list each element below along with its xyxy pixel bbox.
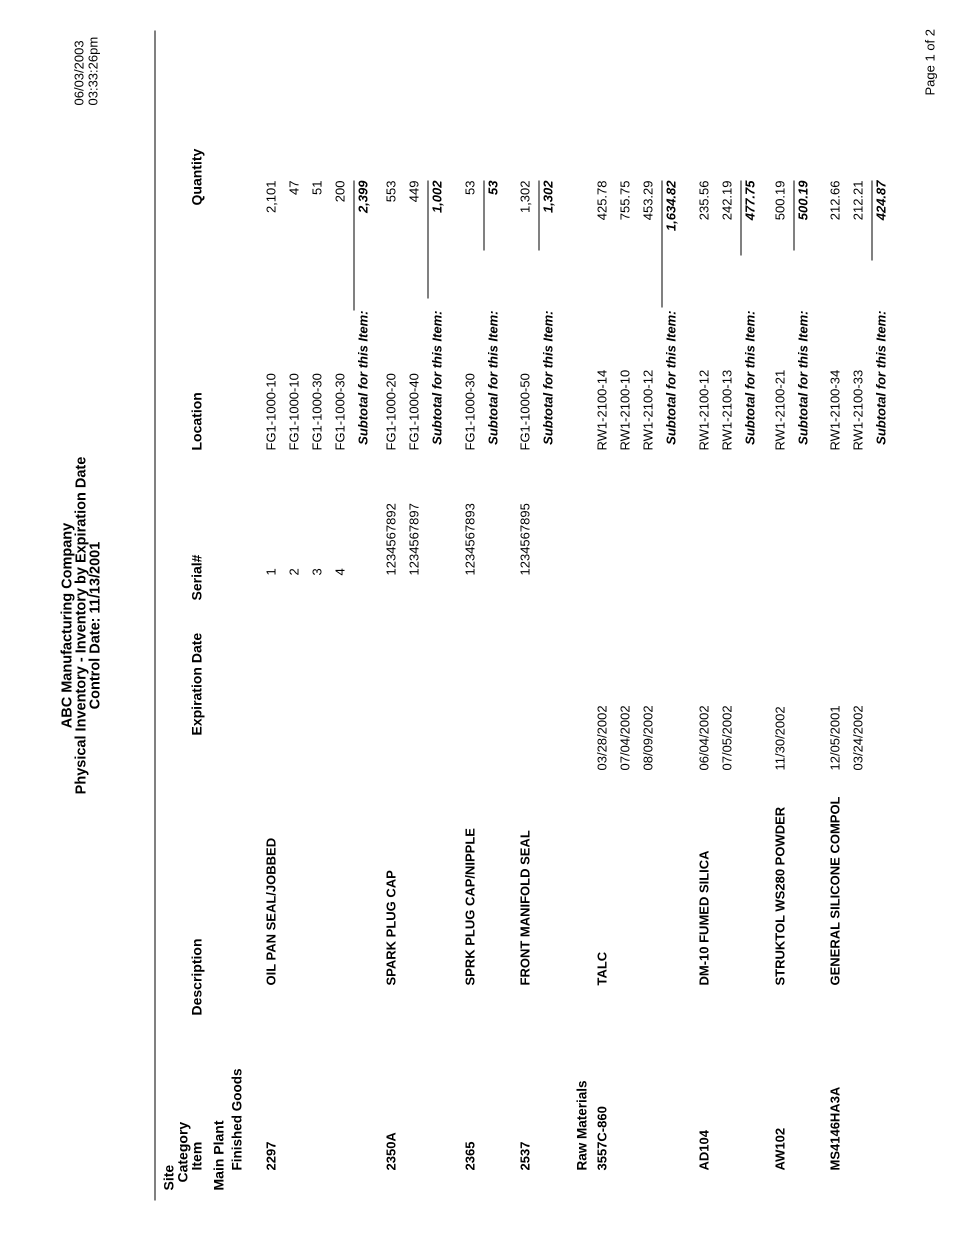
- subtotal-rule: [793, 180, 794, 250]
- print-time: 03:33:26pm: [85, 36, 100, 105]
- item-number: AD104: [696, 1129, 711, 1170]
- location: RW1-2100-33: [850, 369, 865, 450]
- subtotal-rule: [353, 180, 354, 310]
- expiration-date: 03/28/2002: [594, 704, 609, 770]
- control-date: Control Date: 11/13/2001: [87, 541, 103, 709]
- subtotal-value: 1,002: [429, 180, 444, 213]
- serial-number: 1234567892: [383, 502, 398, 575]
- category-name: Raw Materials: [574, 1079, 589, 1170]
- serial-number: 2: [286, 567, 301, 575]
- col-description: Description: [188, 937, 204, 1015]
- item-number: AW102: [772, 1127, 787, 1170]
- subtotal-rule: [427, 180, 428, 298]
- subtotal-value: 424.87: [873, 180, 888, 220]
- item-description: DM-10 FUMED SILICA: [696, 849, 711, 985]
- subtotal-label: Subtotal for this Item:: [355, 310, 370, 445]
- location: RW1-2100-12: [640, 369, 655, 450]
- col-serial: Serial#: [188, 554, 204, 600]
- quantity: 212.66: [827, 180, 842, 220]
- col-item: Item: [188, 1141, 204, 1170]
- subtotal-rule: [483, 180, 484, 250]
- item-description: GENERAL SILICONE COMPOL: [827, 796, 842, 985]
- expiration-date: 12/05/2001: [827, 704, 842, 770]
- serial-number: 1234567897: [406, 502, 421, 575]
- expiration-date: 08/09/2002: [640, 704, 655, 770]
- subtotal-label: Subtotal for this Item:: [795, 310, 810, 445]
- category-name: Finished Goods: [229, 1067, 244, 1170]
- location: RW1-2100-14: [594, 369, 609, 450]
- quantity: 553: [383, 180, 398, 202]
- item-description: STRUKTOL WS280 POWDER: [772, 806, 787, 985]
- subtotal-label: Subtotal for this Item:: [873, 310, 888, 445]
- report-title: Physical Inventory - Inventory by Expiration Date: [73, 456, 89, 794]
- site-name: Main Plant: [210, 1119, 226, 1190]
- quantity: 1,302: [517, 180, 532, 213]
- expiration-date: 07/04/2002: [617, 704, 632, 770]
- item-description: TALC: [594, 951, 609, 985]
- quantity: 2,101: [263, 180, 278, 213]
- item-number: 2297: [263, 1141, 278, 1170]
- quantity: 51: [309, 180, 324, 195]
- location: FG1-1000-30: [332, 372, 347, 450]
- quantity: 755.75: [617, 180, 632, 220]
- report-title-block: [60, 0, 102, 1250]
- location: FG1-1000-30: [309, 372, 324, 450]
- subtotal-label: Subtotal for this Item:: [742, 310, 757, 445]
- quantity: 453.29: [640, 180, 655, 220]
- col-quantity: Quantity: [188, 148, 204, 205]
- quantity: 235.56: [696, 180, 711, 220]
- subtotal-label: Subtotal for this Item:: [485, 310, 500, 445]
- expiration-date: 11/30/2002: [772, 705, 787, 770]
- col-expiration: Expiration Date: [188, 632, 204, 735]
- location: FG1-1000-20: [383, 372, 398, 450]
- page-number: Page 1 of 2: [922, 28, 937, 95]
- quantity: 425.78: [594, 180, 609, 220]
- location: RW1-2100-10: [617, 369, 632, 450]
- subtotal-value: 2,399: [355, 180, 370, 213]
- subtotal-label: Subtotal for this Item:: [429, 310, 444, 445]
- location: RW1-2100-12: [696, 369, 711, 450]
- item-description: SPARK PLUG CAP: [383, 869, 398, 985]
- company-name: ABC Manufacturing Company: [59, 522, 75, 728]
- serial-number: 1234567893: [462, 502, 477, 575]
- col-site: Site: [160, 1164, 176, 1190]
- subtotal-label: Subtotal for this Item:: [663, 310, 678, 445]
- location: FG1-1000-30: [462, 372, 477, 450]
- subtotal-rule: [740, 180, 741, 255]
- item-description: FRONT MANIFOLD SEAL: [517, 829, 532, 985]
- quantity: 53: [462, 180, 477, 195]
- col-location: Location: [188, 391, 204, 450]
- col-category: Category: [174, 1121, 190, 1182]
- subtotal-label: Subtotal for this Item:: [540, 310, 555, 445]
- serial-number: 1234567895: [517, 502, 532, 575]
- subtotal-value: 1,302: [540, 180, 555, 213]
- location: FG1-1000-50: [517, 372, 532, 450]
- quantity: 47: [286, 180, 301, 195]
- item-number: MS4146HA3A: [827, 1086, 842, 1170]
- item-description: SPRK PLUG CAP/NIPPLE: [462, 827, 477, 985]
- print-date: 06/03/2003: [71, 39, 86, 105]
- quantity: 212.21: [850, 180, 865, 220]
- item-number: 2365: [462, 1141, 477, 1170]
- item-number: 2537: [517, 1141, 532, 1170]
- header-top-rule-tail: [154, 30, 155, 140]
- subtotal-value: 477.75: [742, 180, 757, 220]
- expiration-date: 03/24/2002: [850, 704, 865, 770]
- location: FG1-1000-40: [406, 372, 421, 450]
- quantity: 200: [332, 180, 347, 202]
- quantity: 500.19: [772, 180, 787, 220]
- item-number: 3557C-860: [594, 1105, 609, 1170]
- subtotal-rule: [538, 180, 539, 250]
- location: RW1-2100-13: [719, 369, 734, 450]
- subtotal-value: 1,634.82: [663, 180, 678, 231]
- expiration-date: 06/04/2002: [696, 704, 711, 770]
- location: FG1-1000-10: [263, 372, 278, 450]
- location: RW1-2100-34: [827, 369, 842, 450]
- header-top-rule: [154, 30, 155, 1200]
- subtotal-rule: [661, 180, 662, 307]
- serial-number: 4: [332, 567, 347, 575]
- item-description: OIL PAN SEAL/JOBBED: [263, 837, 278, 985]
- serial-number: 1: [263, 567, 278, 575]
- quantity: 449: [406, 180, 421, 202]
- subtotal-rule: [871, 180, 872, 260]
- location: FG1-1000-10: [286, 372, 301, 450]
- subtotal-value: 500.19: [795, 180, 810, 220]
- quantity: 242.19: [719, 180, 734, 220]
- subtotal-value: 53: [485, 180, 500, 195]
- serial-number: 3: [309, 567, 324, 575]
- item-number: 2350A: [383, 1131, 398, 1170]
- expiration-date: 07/05/2002: [719, 704, 734, 770]
- location: RW1-2100-21: [772, 369, 787, 450]
